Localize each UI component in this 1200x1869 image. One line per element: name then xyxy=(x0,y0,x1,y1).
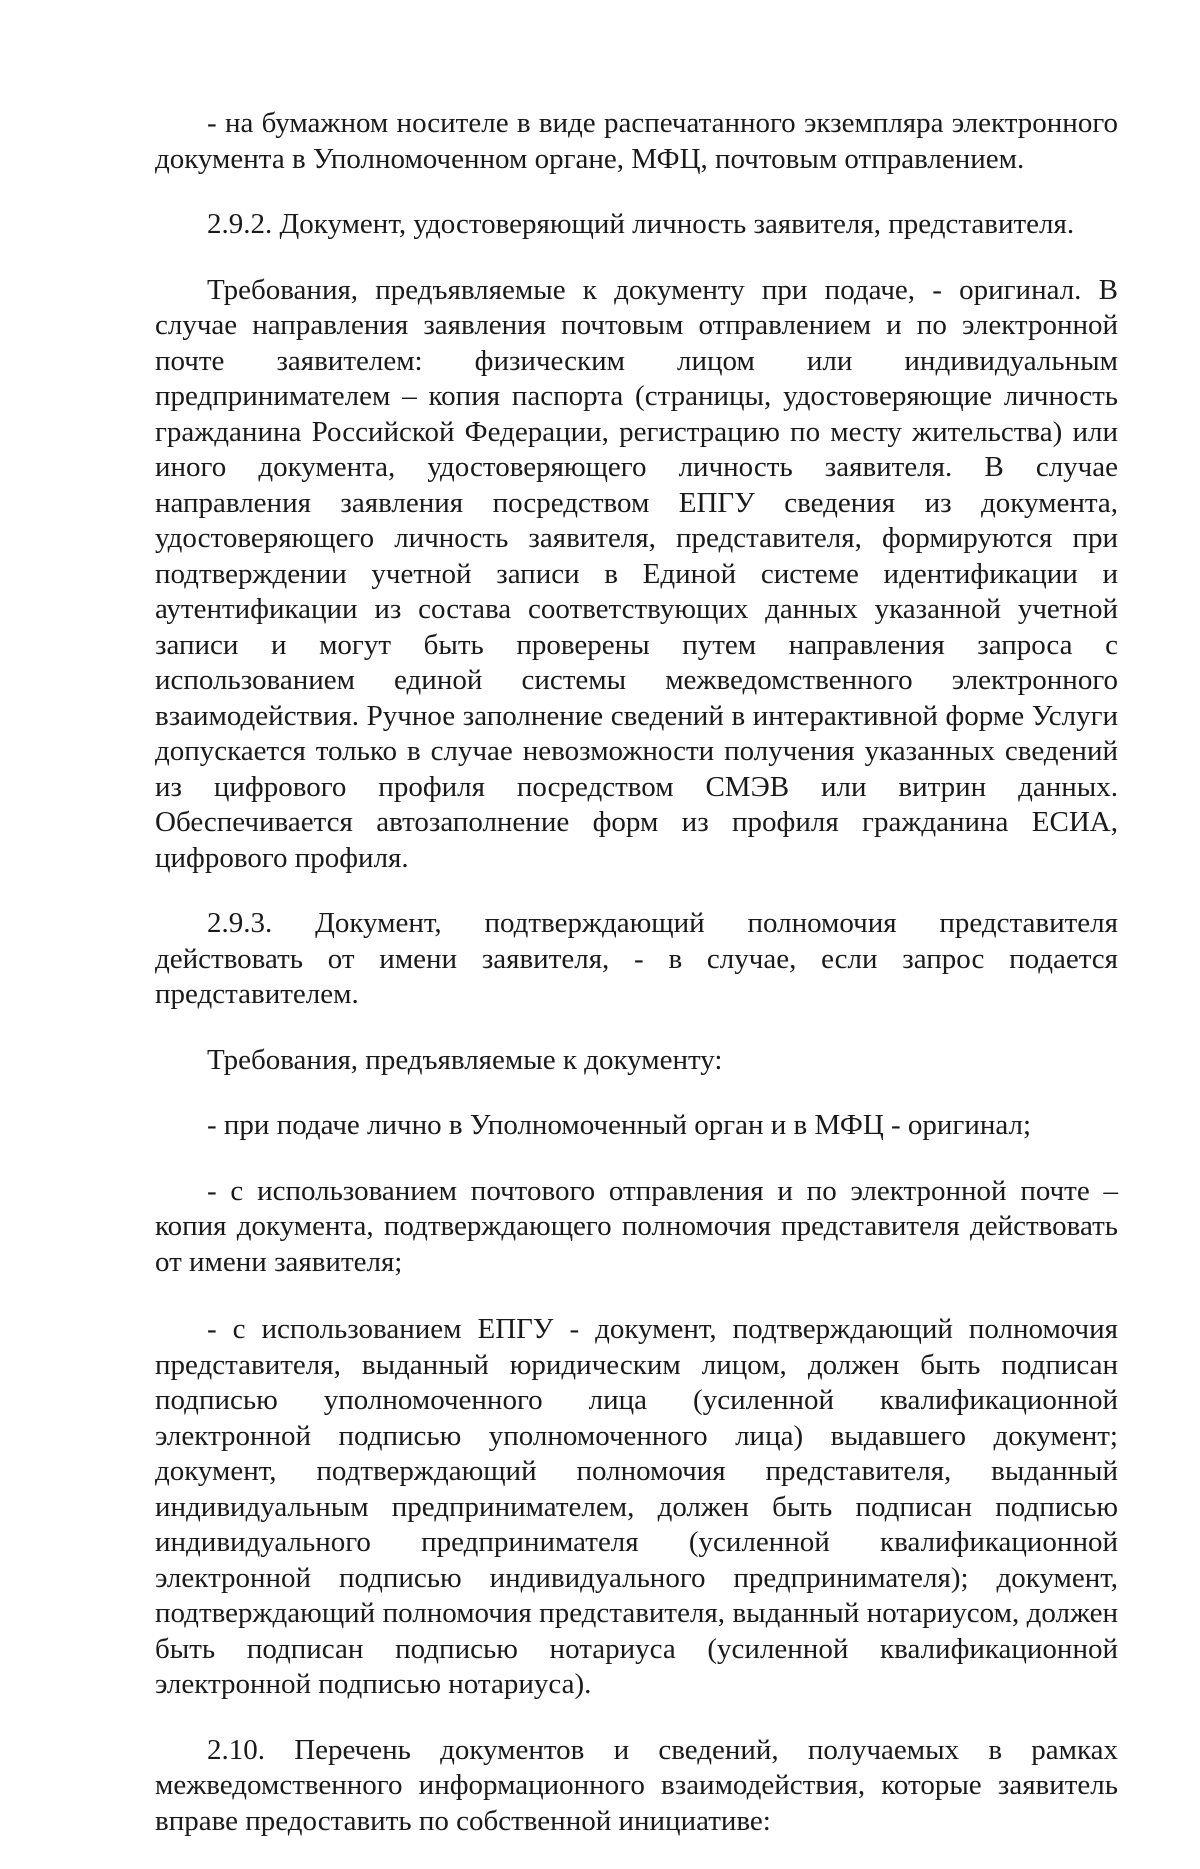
paragraph-paper-copy: - на бумажном носителе в виде распечатанного экземпляра электронного документа в Уполномоченном органе, МФЦ, почтовым отправлением. xyxy=(155,107,1118,175)
document-body xyxy=(155,106,1118,1869)
paragraph-epgu-signature: - с использованием ЕПГУ - документ, подтверждающий полномочия представителя, выданный юридическим лицом, должен быть подписан подписью уполномоченного лица (усиленной квалификационной электронной подписью уполномоченного лица) выдавшего документ; документ, подтверждающий полномочия представителя, выданный индивидуальным предпринимателем, должен быть подписан подписью индивидуального предпринимателя (усиленной квалификационной электронной подписью индивидуального предпринимателя); документ, подтверждающий полномочия представителя, выданный нотариусом, должен быть подписан подписью нотариуса (усиленной квалификационной электронной подписью нотариуса). xyxy=(155,1313,1118,1700)
paragraph-requirements-intro: Требования, предъявляемые к документу: xyxy=(207,1043,723,1076)
paragraph-2-9-2-heading: 2.9.2. Документ, удостоверяющий личность заявителя, представителя. xyxy=(207,208,1075,240)
paragraph-postal-copy: - с использованием почтового отправления и по электронной почте – копия документа, подтверждающего полномочия представителя действовать от имени заявителя; xyxy=(155,1174,1118,1278)
paragraph-identity-requirements: Требования, предъявляемые к документу при подаче, - оригинал. В случае направления заявления почтовым отправлением и по электронной почте заявителем: физическим лицом или индивидуальным предпринимателем – копия паспорта (страницы, удостоверяющие личность гражданина Российской Федерации, регистрацию по месту жительства) или иного документа, удостоверяющего личность заявителя. В случае направления заявления посредством ЕПГУ сведения из документа, удостоверяющего личность заявителя, представителя, формируются при подтверждении учетной записи в Единой системе идентификации и аутентификации из состава соответствующих данных указанной учетной записи и могут быть проверены путем направления запроса с использованием единой системы межведомственного электронного взаимодействия. Ручное заполнение сведений в интерактивной форме Услуги допускается только в случае невозможности получения указанных сведений из цифрового профиля посредством СМЭВ или витрин данных. Обеспечивается автозаполнение форм из профиля гражданина ЕСИА, цифрового профиля. xyxy=(155,273,1118,874)
paragraph-2-9-3-heading: 2.9.3. Документ, подтверждающий полномочия представителя действовать от имени заявителя, - в случае, если запрос подается представителем. xyxy=(155,907,1118,1010)
paragraph-2-10-heading: 2.10. Перечень документов и сведений, получаемых в рамках межведомственного информационного взаимодействия, которые заявитель вправе предоставить по собственной инициативе: xyxy=(155,1733,1118,1837)
paragraph-in-person-original: - при подаче лично в Уполномоченный орган и в МФЦ - оригинал; xyxy=(207,1109,1032,1141)
